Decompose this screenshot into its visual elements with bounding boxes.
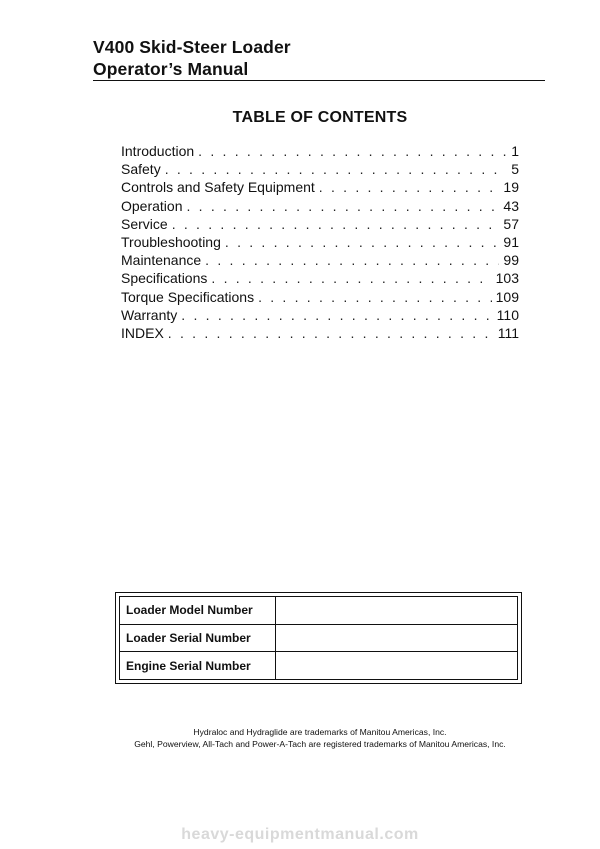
toc-leader-dots xyxy=(172,215,500,233)
serial-number-table xyxy=(119,596,518,680)
toc-entry-label: Troubleshooting xyxy=(121,233,221,250)
toc-entry-page: 57 xyxy=(503,215,519,232)
toc-entry-label: INDEX xyxy=(121,324,164,341)
toc-entry-page: 109 xyxy=(495,288,519,305)
toc-entry-page: 110 xyxy=(496,306,519,323)
toc-leader-dots xyxy=(181,306,492,324)
toc-leader-dots xyxy=(165,160,508,178)
toc-entry-page: 91 xyxy=(503,233,519,250)
toc-entry-specifications[interactable] xyxy=(121,269,519,287)
loader-serial-number-field[interactable] xyxy=(276,625,517,652)
toc-entry-troubleshooting[interactable] xyxy=(121,233,519,251)
serial-row-label: Engine Serial Number xyxy=(120,652,276,679)
toc-heading: TABLE OF CONTENTS xyxy=(232,109,408,126)
toc-entry-label: Torque Specifications xyxy=(121,288,255,305)
toc-entry-page: 103 xyxy=(495,270,519,287)
manual-subtitle: Operator’s Manual xyxy=(93,59,249,79)
toc-entry-label: Maintenance xyxy=(121,252,202,269)
toc-entry-page: 5 xyxy=(511,161,519,178)
toc-leader-dots xyxy=(198,142,507,160)
toc-entry-torque-specifications[interactable] xyxy=(121,288,519,306)
serial-number-box xyxy=(115,592,522,684)
toc-entry-page: 1 xyxy=(511,143,519,159)
toc-leader-dots xyxy=(186,197,499,215)
toc-leader-dots xyxy=(211,269,491,287)
toc-entry-label: Controls and Safety Equipment xyxy=(121,179,315,196)
manual-title: V400 Skid-Steer Loader xyxy=(93,37,291,57)
toc-entry-page: 99 xyxy=(503,252,519,269)
site-watermark: heavy-equipmentmanual.com xyxy=(181,826,419,843)
toc-entry-operation[interactable] xyxy=(121,197,519,215)
toc-leader-dots xyxy=(168,324,494,342)
table-of-contents xyxy=(121,142,519,342)
toc-entry-warranty[interactable] xyxy=(121,306,519,324)
toc-entry-service[interactable] xyxy=(121,215,519,233)
toc-entry-label: Warranty xyxy=(121,306,178,323)
serial-row-engine-serial xyxy=(120,651,517,679)
toc-entry-introduction[interactable] xyxy=(121,142,519,160)
toc-leader-dots xyxy=(225,233,500,251)
toc-leader-dots xyxy=(205,251,499,269)
trademark-line-2: Gehl, Powerview, All-Tach and Power-A-Tach are registered trademarks of Manitou Americas, Inc. xyxy=(134,739,506,749)
trademark-line-1: Hydraloc and Hydraglide are trademarks of Manitou Americas, Inc. xyxy=(193,727,447,737)
toc-entry-label: Specifications xyxy=(121,270,208,287)
toc-entry-page: 43 xyxy=(503,197,519,214)
engine-serial-number-field[interactable] xyxy=(276,652,517,679)
trademark-notice xyxy=(0,726,600,750)
toc-entry-index[interactable] xyxy=(121,324,519,342)
toc-entry-page: 111 xyxy=(497,324,519,341)
toc-entry-label: Introduction xyxy=(121,143,195,159)
serial-row-label: Loader Model Number xyxy=(120,597,276,624)
toc-entry-controls[interactable] xyxy=(121,178,519,196)
toc-leader-dots xyxy=(319,178,500,196)
toc-entry-label: Safety xyxy=(121,161,161,178)
header-divider xyxy=(93,80,545,81)
toc-entry-page: 19 xyxy=(503,179,519,196)
serial-row-loader-model xyxy=(120,597,517,624)
document-header xyxy=(93,36,548,80)
loader-model-number-field[interactable] xyxy=(276,597,517,624)
serial-row-label: Loader Serial Number xyxy=(120,625,276,652)
toc-leader-dots xyxy=(258,288,492,306)
toc-entry-label: Service xyxy=(121,215,168,232)
toc-entry-maintenance[interactable] xyxy=(121,251,519,269)
toc-entry-label: Operation xyxy=(121,197,183,214)
toc-entry-safety[interactable] xyxy=(121,160,519,178)
serial-row-loader-serial xyxy=(120,624,517,652)
